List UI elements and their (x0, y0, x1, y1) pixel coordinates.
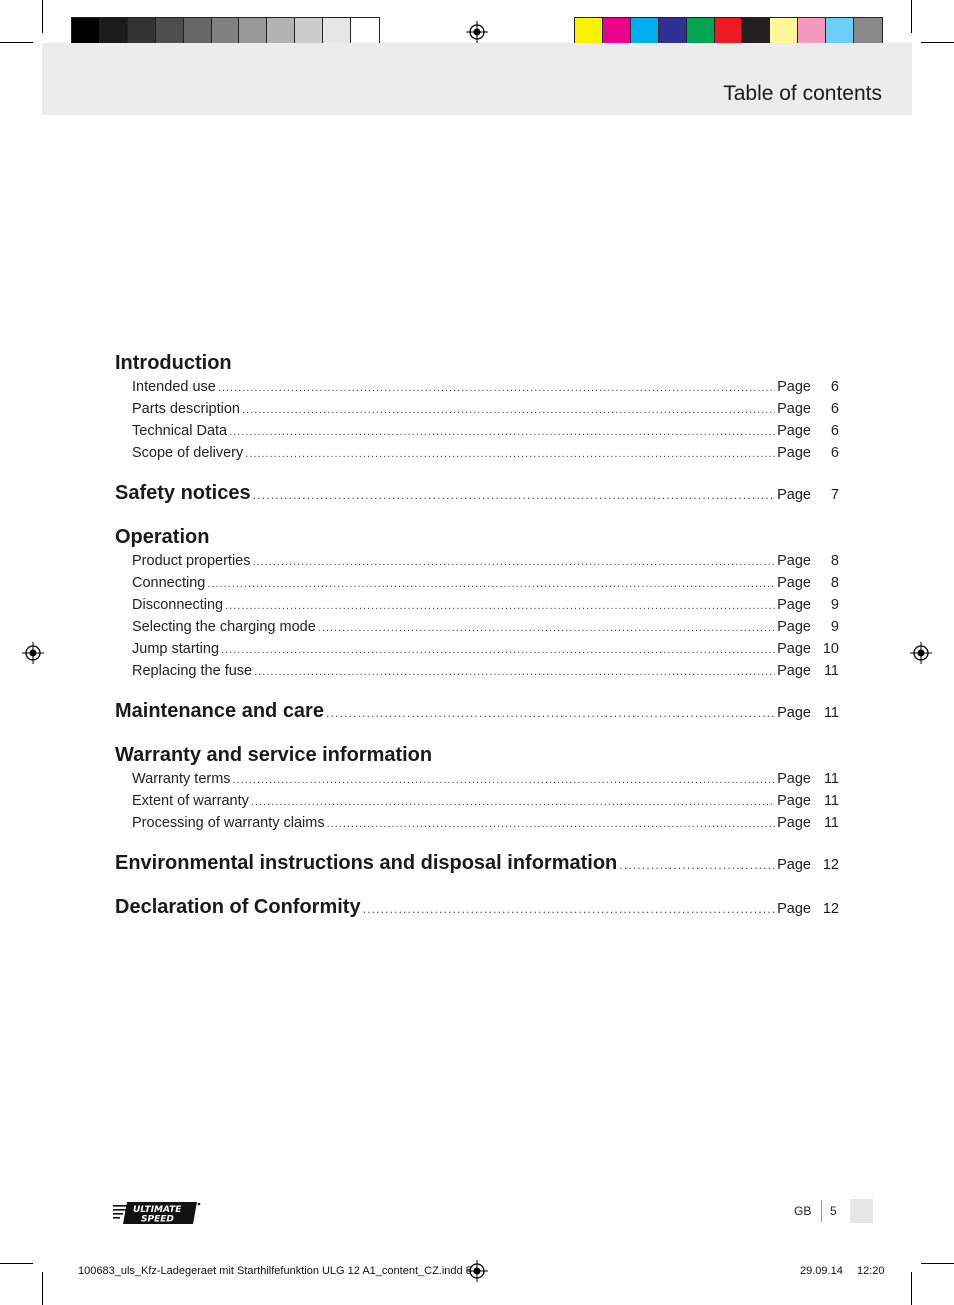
toc-entry-label: Intended use (132, 379, 216, 395)
toc-section-line[interactable] (115, 480, 839, 508)
toc-entry[interactable] (132, 594, 839, 616)
page-word: Page (777, 901, 811, 917)
page-number: 9 (830, 597, 839, 613)
toc-entry-label: Disconnecting (132, 597, 224, 613)
toc-section-line[interactable] (115, 894, 839, 922)
page-number: 11 (823, 793, 839, 809)
dot-leader (242, 399, 775, 421)
toc-entry-label: Connecting (132, 575, 206, 591)
dot-leader (218, 377, 775, 399)
toc-entry[interactable] (132, 376, 839, 398)
footer-tab-box (850, 1199, 873, 1223)
page-word: Page (777, 619, 811, 635)
page-word: Page (777, 487, 811, 503)
dot-leader (326, 700, 775, 728)
toc-entry-label: Extent of warranty (132, 793, 249, 809)
crop-mark (921, 42, 954, 43)
page-title: Table of contents (723, 82, 882, 105)
page-number: 11 (823, 663, 839, 679)
toc-entry[interactable] (132, 790, 839, 812)
page-reference (777, 638, 839, 660)
crop-mark (42, 0, 43, 33)
page-number: 12 (822, 857, 839, 873)
process-color-swatch (659, 18, 687, 46)
dot-leader (245, 443, 775, 465)
page-reference (777, 442, 839, 464)
page-number: 8 (830, 575, 839, 591)
process-color-swatch (631, 18, 659, 46)
crop-mark (0, 1263, 33, 1264)
crop-mark (42, 1272, 43, 1305)
toc-entry[interactable] (132, 812, 839, 834)
toc-section-line[interactable] (115, 850, 839, 878)
page-word: Page (777, 663, 811, 679)
toc-section (115, 698, 839, 726)
toc-entry[interactable] (132, 768, 839, 790)
toc-section (115, 850, 839, 878)
toc-section-title: Operation (115, 526, 210, 548)
page-number: 7 (830, 487, 839, 503)
dot-leader (363, 896, 776, 924)
toc-entry-label: Replacing the fuse (132, 663, 253, 679)
page-word: Page (777, 597, 811, 613)
slug-date: 29.09.14 (800, 1265, 843, 1277)
crop-mark (921, 1263, 954, 1264)
page-word: Page (777, 793, 811, 809)
toc-entry-label: Technical Data (132, 423, 228, 439)
toc-entry[interactable] (132, 550, 839, 572)
page-number: 12 (822, 901, 839, 917)
page-number: 11 (823, 705, 839, 721)
process-color-swatch (715, 18, 743, 46)
page-number: 11 (823, 815, 839, 831)
toc-section (115, 480, 839, 508)
toc-entry[interactable] (132, 442, 839, 464)
grayscale-swatch (156, 18, 184, 46)
page-reference (777, 550, 839, 572)
footer-language: GB (794, 1204, 812, 1218)
page-number: 6 (830, 379, 839, 395)
dot-leader (252, 551, 775, 573)
toc-section-line[interactable] (115, 698, 839, 726)
toc-section-title: Environmental instructions and disposal information (115, 852, 618, 874)
page-number: 8 (830, 553, 839, 569)
registration-mark-icon (466, 21, 488, 43)
grayscale-swatch (267, 18, 295, 46)
grayscale-swatch (100, 18, 128, 46)
page-reference (777, 699, 839, 727)
slug-filename: 100683_uls_Kfz-Ladegeraet mit Starthilfefunktion ULG 12 A1_content_CZ.indd 5 (78, 1265, 472, 1277)
process-color-swatch (798, 18, 826, 46)
toc-entry[interactable] (132, 398, 839, 420)
page-word: Page (777, 857, 811, 873)
grayscale-swatch (239, 18, 267, 46)
process-color-swatch (575, 18, 603, 46)
dot-leader (619, 852, 775, 880)
process-color-swatch (687, 18, 715, 46)
dot-leader (207, 573, 775, 595)
ultimate-speed-logo (113, 1200, 201, 1226)
grayscale-swatch (295, 18, 323, 46)
process-color-swatch (854, 18, 882, 46)
crop-mark (911, 0, 912, 33)
page-word: Page (777, 771, 811, 787)
slug-time: 12:20 (857, 1265, 885, 1277)
process-color-swatch (742, 18, 770, 46)
page-number: 11 (823, 771, 839, 787)
page-reference (777, 376, 839, 398)
dot-leader (251, 791, 775, 813)
toc-section (115, 894, 839, 922)
dot-leader (229, 421, 775, 443)
toc-entry-label: Scope of delivery (132, 445, 244, 461)
toc-section-title: Declaration of Conformity (115, 896, 361, 918)
crop-mark (0, 42, 33, 43)
page-reference (777, 572, 839, 594)
toc-entry[interactable] (132, 420, 839, 442)
page-word: Page (777, 379, 811, 395)
page-word: Page (777, 815, 811, 831)
registration-mark-icon (910, 642, 932, 664)
page-reference (777, 768, 839, 790)
page-word: Page (777, 575, 811, 591)
page-number: 6 (830, 401, 839, 417)
grayscale-swatch (323, 18, 351, 46)
page-reference (777, 660, 839, 682)
grayscale-swatch (72, 18, 100, 46)
process-color-swatch (826, 18, 854, 46)
grayscale-swatch (351, 18, 379, 46)
page-number: 10 (822, 641, 839, 657)
registration-mark-icon (22, 642, 44, 664)
toc-entry-label: Jump starting (132, 641, 220, 657)
page-reference (777, 812, 839, 834)
dot-leader (225, 595, 775, 617)
toc-entry-label: Processing of warranty claims (132, 815, 325, 831)
page-reference (777, 398, 839, 420)
toc-entry-label: Selecting the charging mode (132, 619, 316, 635)
toc-entry[interactable] (132, 616, 839, 638)
toc-section (115, 524, 839, 682)
grayscale-swatch (128, 18, 156, 46)
process-color-swatch (603, 18, 631, 46)
process-color-swatch (770, 18, 798, 46)
toc-section-title: Introduction (115, 352, 232, 374)
page-word: Page (777, 445, 811, 461)
page-reference (777, 420, 839, 442)
page-word: Page (777, 553, 811, 569)
page-reference (777, 481, 839, 509)
dot-leader (327, 813, 776, 835)
dot-leader (233, 769, 776, 791)
page-word: Page (777, 705, 811, 721)
grayscale-swatch (212, 18, 240, 46)
page-word: Page (777, 401, 811, 417)
page-reference (777, 895, 839, 923)
toc-section (115, 350, 839, 464)
page-number: 6 (830, 423, 839, 439)
logo-text-top: ULTIMATE (133, 1205, 182, 1215)
page-number: 6 (830, 445, 839, 461)
logo-text-bottom: SPEED (141, 1214, 174, 1225)
page-reference (777, 594, 839, 616)
footer-page-number: 5 (830, 1204, 837, 1218)
toc-entry[interactable] (132, 660, 839, 682)
crop-mark (911, 1272, 912, 1305)
toc-section-title: Safety notices (115, 482, 251, 504)
page-reference (777, 616, 839, 638)
toc-entry-label: Warranty terms (132, 771, 231, 787)
dot-leader (254, 661, 775, 683)
toc-entry[interactable] (132, 638, 839, 660)
toc-section (115, 742, 839, 834)
grayscale-swatch (184, 18, 212, 46)
toc-section-title: Maintenance and care (115, 700, 324, 722)
toc-section-title: Warranty and service information (115, 744, 433, 766)
table-of-contents (115, 350, 839, 938)
dot-leader (318, 617, 775, 639)
toc-entry[interactable] (132, 572, 839, 594)
footer-divider (821, 1200, 822, 1222)
toc-entry-label: Product properties (132, 553, 251, 569)
page-word: Page (777, 641, 811, 657)
dot-leader (221, 639, 775, 661)
page-word: Page (777, 423, 811, 439)
page-reference (777, 851, 839, 879)
toc-entry-label: Parts description (132, 401, 240, 417)
page-reference (777, 790, 839, 812)
dot-leader (253, 482, 776, 510)
page-number: 9 (830, 619, 839, 635)
